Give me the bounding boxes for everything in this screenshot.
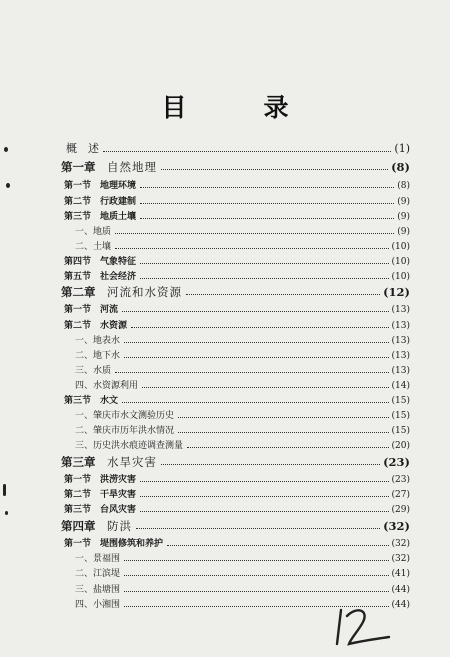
toc-leader-dots [124,342,389,343]
toc-entry-row [0,567,450,581]
toc-leader-dots [103,151,391,152]
toc-entry-number: 第三节 [64,505,92,515]
toc-entry-number: 第一节 [64,181,92,191]
toc-entry-number: 第三节 [64,396,92,406]
toc-section-row [0,488,450,502]
toc-entry-row [0,409,450,423]
toc-entry-number: 第四章 [61,519,96,533]
toc-entry-label: 四、水资源利用 [75,381,139,391]
toc-page-number: (23) [391,475,410,485]
handwritten-page-number [333,604,393,648]
toc-entry-label: 一、肇庆市水文测验历史 [75,411,175,421]
toc-page-number: (23) [383,455,410,469]
toc-entry-label: 河流 [100,305,119,315]
toc-page-number: (10) [391,257,410,267]
toc-entry-number: 第一节 [64,305,92,315]
toc-entry-row [0,334,450,348]
toc-section-row [0,537,450,551]
toc-section-row [0,303,450,317]
toc-entry-row [0,141,450,157]
toc-section-row [0,195,450,209]
toc-leader-dots [161,169,388,170]
toc-leader-dots [140,481,389,482]
toc-entry-label: 防洪 [107,519,132,533]
toc-leader-dots [178,417,389,418]
toc-entry-label: 水旱灾害 [107,455,157,469]
toc-entry-label: 一、地质 [75,227,112,237]
toc-page-number: (44) [391,585,410,595]
toc-leader-dots [140,278,389,279]
toc-page-number: (13) [391,336,410,346]
toc-entry-label: 概 述 [66,142,99,155]
toc-leader-dots [136,528,380,529]
scan-speck [5,511,8,515]
toc-entry-row [0,349,450,363]
toc-page-number: (8) [391,160,410,174]
toc-entry-row [0,424,450,438]
toc-page-number: (9) [397,212,410,222]
toc-entry-label: 河流和水资源 [107,285,182,299]
toc-entry-number: 第四节 [64,257,92,267]
toc-page-number: (9) [397,197,410,207]
toc-leader-dots [124,591,389,592]
toc-section-row [0,319,450,333]
toc-chapter-row [0,517,450,535]
toc-page-number: (13) [391,321,410,331]
toc-entry-row [0,583,450,597]
toc-entry-row [0,439,450,453]
toc-page-number: (44) [391,600,410,610]
toc-entry-number: 第二节 [64,197,92,207]
toc-entry-number: 第二节 [64,490,92,500]
toc-page-number: (1) [394,142,410,155]
toc-entry-label: 洪涝灾害 [100,475,137,485]
toc-entry-number: 第三章 [61,455,96,469]
toc-entry-label: 三、水质 [75,366,112,376]
toc-page-number: (15) [391,426,410,436]
toc-section-row [0,503,450,517]
toc-leader-dots [115,233,394,234]
toc-page-number: (13) [391,305,410,315]
toc-page-number: (41) [391,569,410,579]
toc-entry-number: 第三节 [64,212,92,222]
toc-entry-label: 三、历史洪水痕迹调查测量 [75,441,184,451]
toc-section-row [0,210,450,224]
toc-entry-number: 第一节 [64,475,92,485]
toc-entry-label: 二、土壤 [75,242,112,252]
toc-page-number: (32) [383,519,410,533]
toc-section-row [0,270,450,284]
toc-entry-label: 四、小湘围 [75,600,121,610]
toc-entry-number: 第二章 [61,285,96,299]
page-title: 目 录 [161,93,315,122]
toc-entry-row [0,240,450,254]
toc-entry-row [0,379,450,393]
toc-entry-label: 堤围修筑和养护 [100,539,164,549]
toc-leader-dots [131,327,389,328]
toc-leader-dots [124,560,389,561]
toc-page-number: (14) [391,381,410,391]
toc-leader-dots [140,218,394,219]
scan-speck [4,147,8,152]
scan-speck [6,183,10,188]
toc-page-number: (29) [391,505,410,515]
toc-entry-label: 三、盐塘围 [75,585,121,595]
toc-entry-label: 水文 [100,396,119,406]
toc-leader-dots [178,432,389,433]
toc-page-number: (8) [397,181,410,191]
toc-leader-dots [115,372,389,373]
toc-leader-dots [167,545,389,546]
toc-entry-label: 地质土壤 [100,212,137,222]
toc-leader-dots [122,402,389,403]
toc-entry-label: 自然地理 [107,160,157,174]
toc-page-number: (27) [391,490,410,500]
toc-leader-dots [142,387,389,388]
toc-page-number: (15) [391,411,410,421]
toc-entry-number: 第五节 [64,272,92,282]
toc-entry-label: 地理环境 [100,181,137,191]
toc-leader-dots [140,496,389,497]
toc-entry-row [0,225,450,239]
toc-entry-number: 第一节 [64,539,92,549]
toc-leader-dots [140,511,389,512]
toc-entry-row [0,364,450,378]
toc-leader-dots [161,464,380,465]
toc-entry-label: 社会经济 [100,272,137,282]
toc-entry-label: 干旱灾害 [100,490,137,500]
toc-page-number: (32) [391,539,410,549]
toc-entry-label: 台风灾害 [100,505,137,515]
toc-page-number: (10) [391,272,410,282]
toc-chapter-row [0,158,450,176]
scan-speck [3,484,6,496]
toc-entry-number: 第二节 [64,321,92,331]
toc-leader-dots [140,187,394,188]
toc-page-number: (12) [383,285,410,299]
toc-leader-dots [124,575,389,576]
toc-leader-dots [187,447,389,448]
toc-page-number: (13) [391,366,410,376]
toc-leader-dots [115,248,389,249]
toc-chapter-row [0,283,450,301]
toc-section-row [0,394,450,408]
toc-page-number: (15) [391,396,410,406]
toc-section-row [0,255,450,269]
toc-entry-label: 水资源 [100,321,128,331]
toc-leader-dots [186,294,380,295]
toc-entry-label: 二、肇庆市历年洪水情况 [75,426,175,436]
toc-leader-dots [140,263,389,264]
toc-leader-dots [124,357,389,358]
toc-entry-label: 二、地下水 [75,351,121,361]
toc-section-row [0,473,450,487]
toc-entry-label: 二、江滨堤 [75,569,121,579]
toc-entry-label: 行政建制 [100,197,137,207]
toc-entry-label: 一、景福围 [75,554,121,564]
toc-section-row [0,179,450,193]
toc-entry-number: 第一章 [61,160,96,174]
toc-entry-label: 气象特征 [100,257,137,267]
toc-page-number: (20) [391,441,410,451]
toc-chapter-row [0,453,450,471]
toc-leader-dots [122,311,389,312]
toc-leader-dots [140,203,394,204]
toc-page-number: (13) [391,351,410,361]
toc-entry-label: 一、地表水 [75,336,121,346]
toc-page-number: (10) [391,242,410,252]
toc-entry-row [0,552,450,566]
toc-page-number: (32) [391,554,410,564]
toc-page-number: (9) [397,227,410,237]
